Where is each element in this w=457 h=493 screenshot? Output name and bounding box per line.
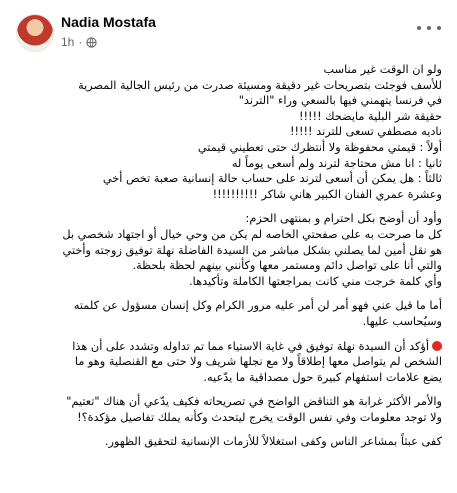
post-line: وأود أن أوضح بكل احترام و بمنتهى الحزم: [245, 212, 442, 226]
globe-icon[interactable] [86, 37, 97, 48]
post-line: للأسف فوجئت بتصريحات غير دقيقة ومسيئة صدرت من رئيس الجالية المصرية [78, 78, 442, 92]
post-line: ثالثاً : هل يمكن أن أسعى لترند على حساب حالة إنسانية صعبة تخص أخي [102, 172, 442, 186]
post-line: أؤكد أن السيدة نهلة توفيق في غاية الاستياء مما تم تداوله وتشدد على أن هذا [72, 339, 429, 353]
post-line: يضع علامات استفهام كبيرة حول مصداقية ما يدّعيه. [203, 370, 442, 384]
post-line: هو نقل أمين لما يصلني بشكل مباشر من السيدة الفاضلة نهلة توفيق زوجته وأختي [62, 243, 442, 257]
post-line: وسيُحاسب عليها. [362, 314, 442, 328]
post-line: ناديه مصطفي تسعى للترند !!!!! [289, 125, 442, 139]
post-body [14, 62, 442, 450]
post-time[interactable]: 1h [61, 35, 75, 49]
post-line: أما ما قيل عني فهو أمر لن أمر عليه مرور الكرام وكل إنسان مسؤول عن كلمته [73, 299, 442, 313]
more-options-icon[interactable] [417, 20, 441, 36]
author-name[interactable]: Nadia Mostafa [61, 14, 156, 30]
post-line: ثانيا : انا مش محتاجة لترند ولم أسعى يوماً له [231, 156, 442, 170]
post-line: وأي كلمة خرجت مني كانت بمراجعتها الكاملة وتأكيدها. [189, 274, 442, 288]
post-header [0, 0, 457, 62]
post-line: ولا توجد معلومات وفي نفس الوقت يخرج ليتحدث وكأنه يملك تفاصيل مؤكدة؟! [77, 410, 442, 424]
red-circle-icon [432, 341, 442, 351]
post-line: كفى عبثاً بمشاعر الناس وكفى استغلالاً للأزمات الإنسانية لتحقيق الظهور. [104, 435, 442, 449]
post-line: وعشرة عمري الفنان الكبير هاني شاكر !!!!!!!!!! [212, 187, 442, 201]
avatar[interactable] [16, 14, 54, 52]
post-meta [61, 35, 97, 49]
post-line: حقيقة شر البلية مايضحك !!!!! [298, 109, 442, 123]
meta-separator: · [78, 35, 83, 49]
post-line: في فرنسا يتهمني فيها بالسعي وراء "الترند" [238, 94, 442, 108]
post-line: أولاً : قيمتي محفوظة ولا أنتظرك حتى تعطيني قيمتي [197, 140, 442, 154]
post-line: والتي أنا على تواصل دائم ومستمر معها وكأنني بينهم لحظة بلحظة. [132, 259, 442, 273]
post-line: الشخص لم يتواصل معها إطلاقاً ولا مع نجلها شريف ولا حتى مع القنصلية وهو ما [74, 355, 442, 369]
post-line-with-dot [14, 339, 442, 355]
post-line: كل ما صرحت به على صفحتي الخاصه لم يكن من وحي خيال أو اجتهاد شخصي بل [62, 227, 442, 241]
post-line: ولو ان الوقت غير مناسب [323, 63, 442, 76]
post-line: والأمر الأكثر غرابة هو التناقض الواضح في تصريحاته فكيف يدّعي أن هناك "تعتيم" [66, 395, 442, 409]
